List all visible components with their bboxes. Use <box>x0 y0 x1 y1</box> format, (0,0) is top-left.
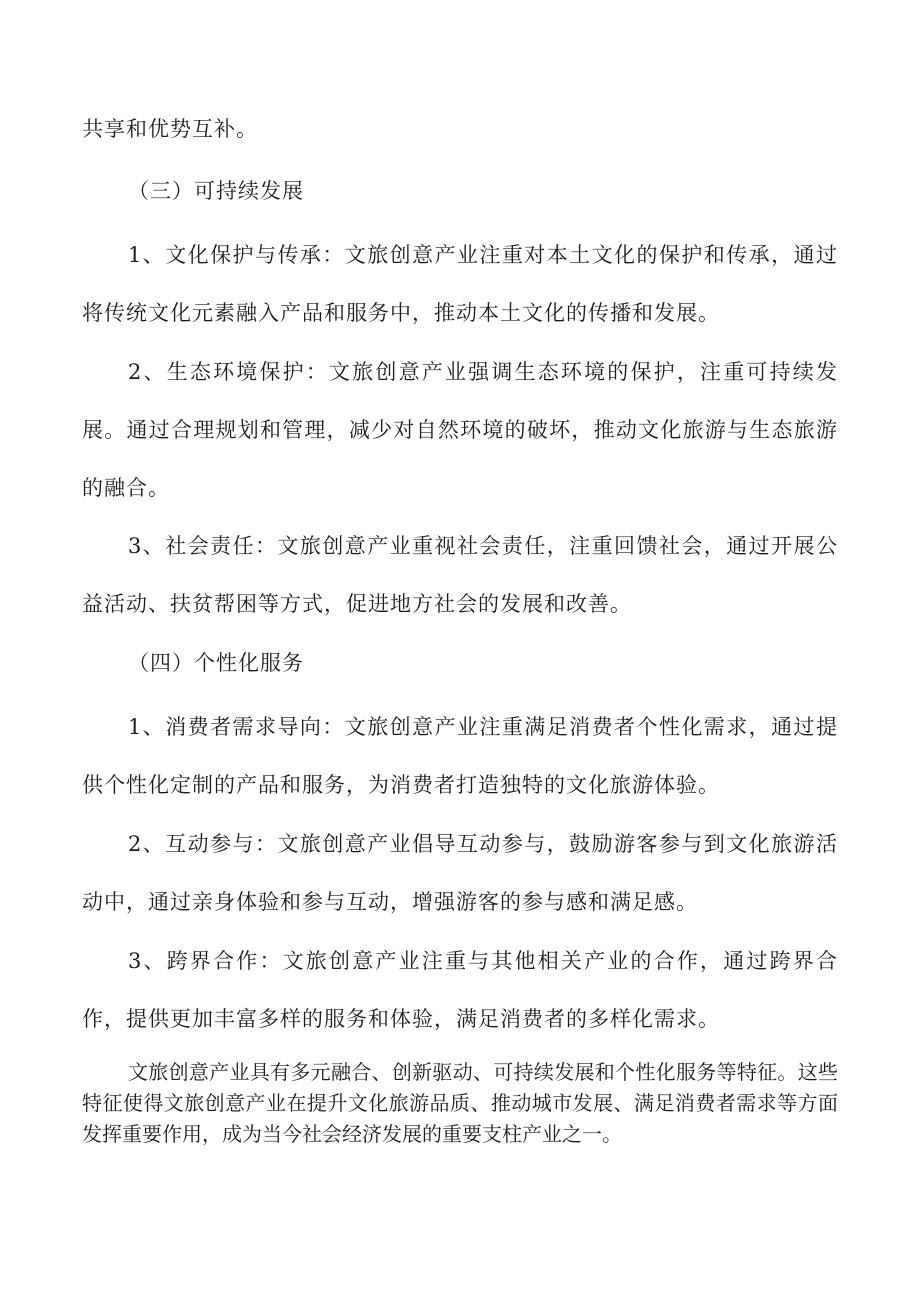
continuation-paragraph: 共享和优势互补。 <box>82 117 258 141</box>
paragraph-interactive-participation: 2、互动参与：文旅创意产业倡导互动参与，鼓励游客参与到文化旅游活动中，通过亲身体验和参与互动，增强游客的参与感和满足感。 <box>82 832 838 914</box>
paragraph-ecological-protection: 2、生态环境保护：文旅创意产业强调生态环境的保护，注重可持续发展。通过合理规划和管理，减少对自然环境的破坏，推动文化旅游与生态旅游的融合。 <box>82 360 838 500</box>
section-heading-personalized-service: （四）个性化服务 <box>128 651 304 675</box>
paragraph-cross-industry-cooperation: 3、跨界合作：文旅创意产业注重与其他相关产业的合作，通过跨界合作，提供更加丰富多样的服务和体验，满足消费者的多样化需求。 <box>82 949 838 1031</box>
paragraph-cultural-protection: 1、文化保护与传承：文旅创意产业注重对本土文化的保护和传承，通过将传统文化元素融入产品和服务中，推动本土文化的传播和发展。 <box>82 243 838 325</box>
paragraph-consumer-demand: 1、消费者需求导向：文旅创意产业注重满足消费者个性化需求，通过提供个性化定制的产品和服务，为消费者打造独特的文化旅游体验。 <box>82 715 838 797</box>
summary-paragraph: 文旅创意产业具有多元融合、创新驱动、可持续发展和个性化服务等特征。这些特征使得文旅创意产业在提升文化旅游品质、推动城市发展、满足消费者需求等方面发挥重要作用，成为当今社会经济发展的重要支柱产业之一。 <box>82 1060 838 1146</box>
paragraph-social-responsibility: 3、社会责任：文旅创意产业重视社会责任，注重回馈社会，通过开展公益活动、扶贫帮困等方式，促进地方社会的发展和改善。 <box>82 534 838 616</box>
section-heading-sustainable-development: （三）可持续发展 <box>128 179 304 203</box>
